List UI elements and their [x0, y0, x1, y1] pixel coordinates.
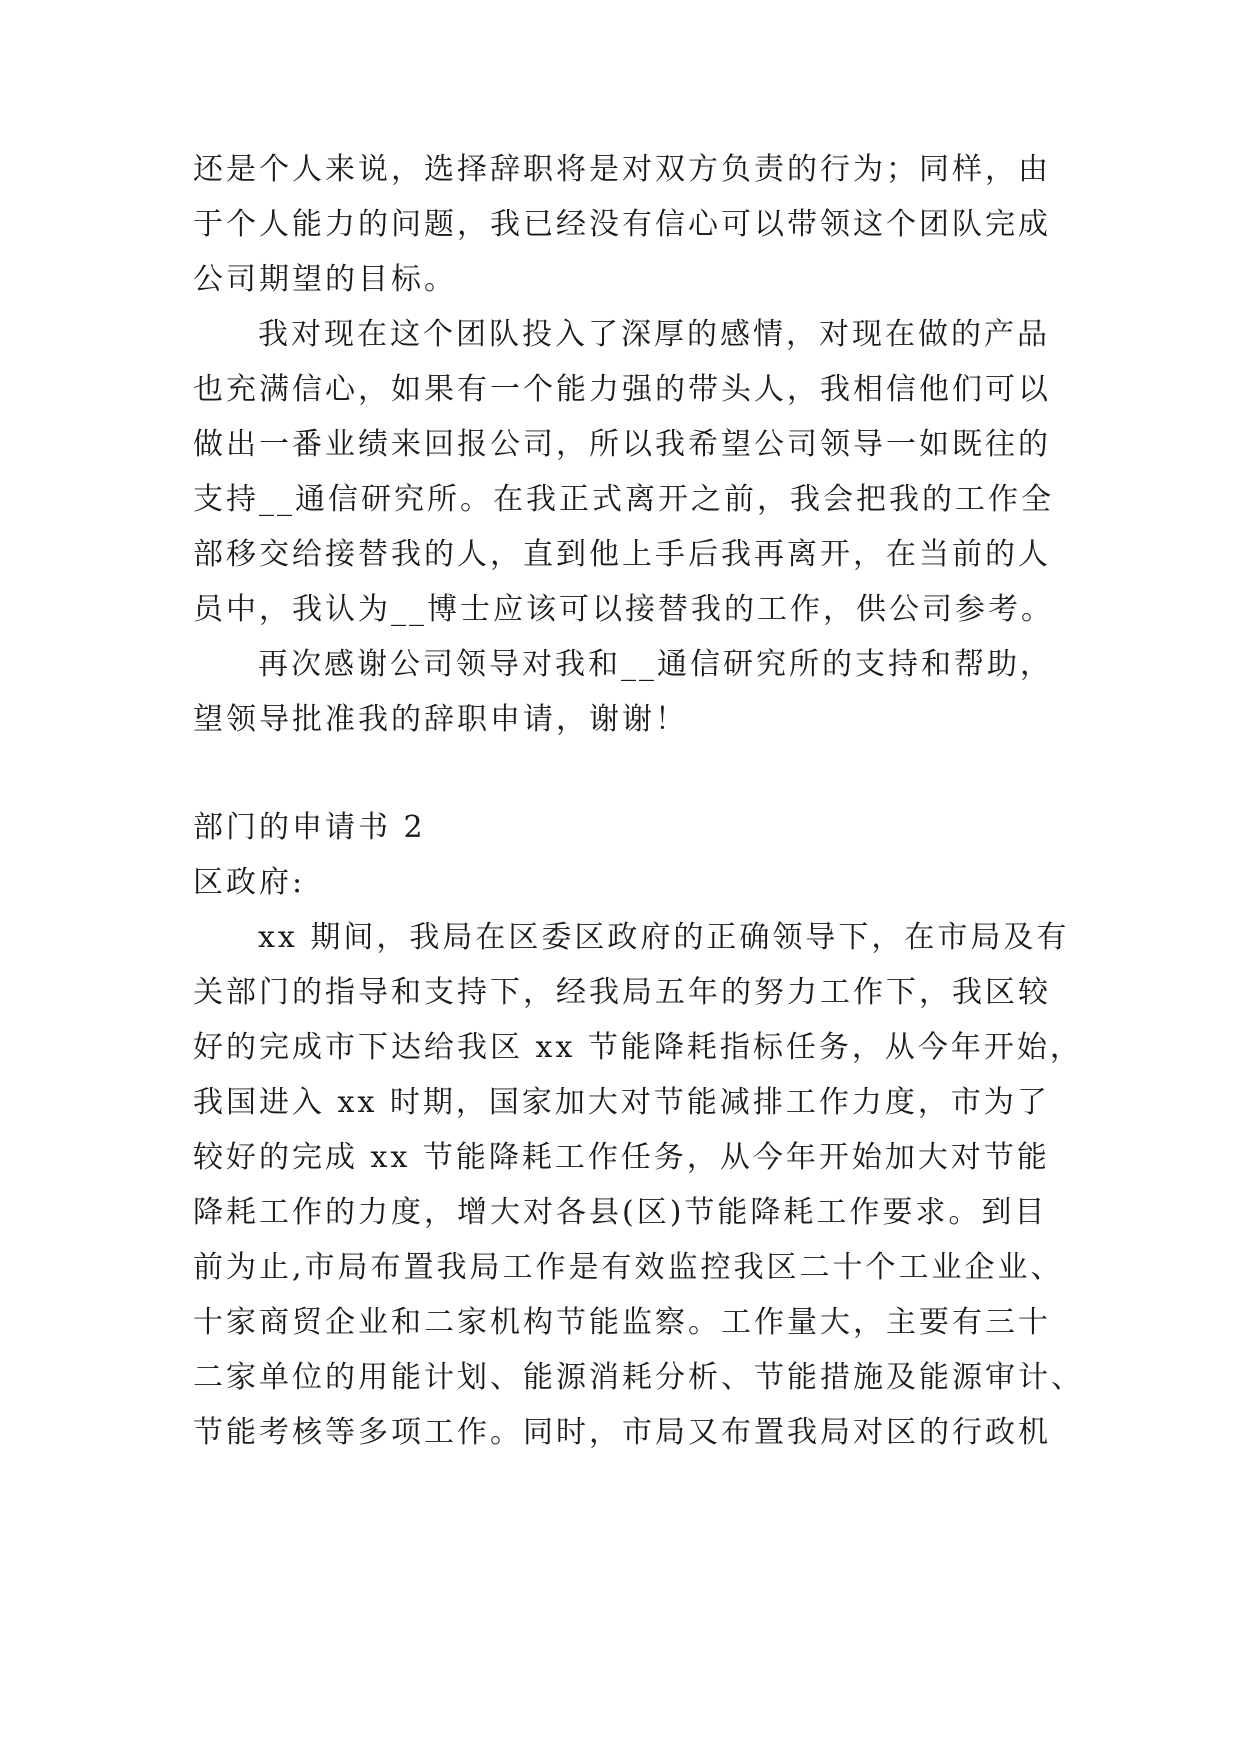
salutation: 区政府: [193, 865, 306, 900]
paragraph-line: 也充满信心，如果有一个能力强的带头人，我相信他们可以 [193, 372, 1051, 407]
paragraph-line: 我国进入 xx 时期，国家加大对节能减排工作力度，市为了 [193, 1085, 1050, 1120]
paragraph-line: 望领导批准我的辞职申请，谢谢！ [193, 702, 688, 737]
paragraph-line: 关部门的指导和支持下，经我局五年的努力工作下，我区较 [193, 975, 1051, 1010]
section-title: 部门的申请书 2 [193, 810, 426, 845]
paragraph-line: 公司期望的目标。 [193, 262, 457, 297]
paragraph-line: 做出一番业绩来回报公司，所以我希望公司领导一如既往的 [193, 427, 1051, 462]
paragraph-line: xx 期间，我局在区委区政府的正确领导下，在市局及有 [258, 920, 1070, 955]
paragraph-line: 前为止,市局布置我局工作是有效监控我区二十个工业企业、 [193, 1250, 1064, 1285]
paragraph-line: 于个人能力的问题，我已经没有信心可以带领这个团队完成 [193, 207, 1051, 242]
paragraph-line: 员中，我认为__博士应该可以接替我的工作，供公司参考。 [193, 592, 1054, 627]
paragraph-line: 二家单位的用能计划、能源消耗分析、节能措施及能源审计、 [193, 1360, 1084, 1395]
paragraph-line: 较好的完成 xx 节能降耗工作任务，从今年开始加大对节能 [193, 1140, 1050, 1175]
paragraph-line: 部移交给接替我的人，直到他上手后我再离开，在当前的人 [193, 537, 1051, 572]
paragraph-line: 十家商贸企业和二家机构节能监察。工作量大，主要有三十 [193, 1305, 1051, 1340]
paragraph-line: 好的完成市下达给我区 xx 节能降耗指标任务，从今年开始， [193, 1030, 1083, 1065]
paragraph-line: 再次感谢公司领导对我和__通信研究所的支持和帮助， [258, 647, 1053, 682]
paragraph-line: 节能考核等多项工作。同时，市局又布置我局对区的行政机 [193, 1415, 1051, 1450]
paragraph-line: 我对现在这个团队投入了深厚的感情，对现在做的产品 [258, 317, 1050, 352]
paragraph-line: 还是个人来说，选择辞职将是对双方负责的行为；同样，由 [193, 152, 1051, 187]
paragraph-line: 降耗工作的力度，增大对各县(区)节能降耗工作要求。到目 [193, 1195, 1048, 1230]
paragraph-line: 支持__通信研究所。在我正式离开之前，我会把我的工作全 [193, 482, 1054, 517]
